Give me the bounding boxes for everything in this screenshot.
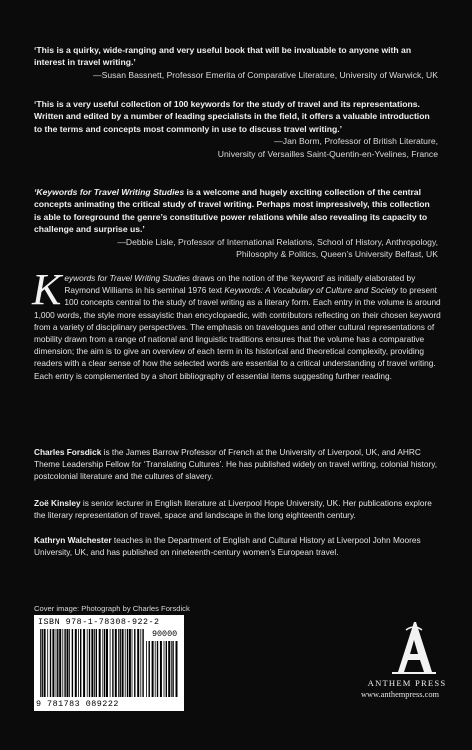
description-text-1: draws on the notion of the ‘keyword’ as initially elaborated by Raymond Williams in his seminal 1976 text [64, 273, 416, 296]
description-referenced-book: Keywords: A Vocabulary of Culture and Society [224, 285, 398, 296]
quote-book-title: ‘Keywords for Travel Writing Studies [34, 187, 185, 197]
description-title: eywords for Travel Writing Studies [64, 273, 191, 283]
quote-attribution-line2: Philosophy & Politics, Queen’s University Belfast, UK [236, 249, 438, 260]
description-text-2: to present 100 concepts central to the study of travel writing as a literary form. Each entry in the volume is around 1,000 words, the style more essayistic than encyclopaedic, with contributors reflecting on their chosen keyword from a variety of disciplinary perspectives. The emphasis on travelogues and other cultural representations of mobility drawn from a range of national and linguistic traditions ensures that the volume has a comparative dimension; the aim is to give an overview of each term in its historical and theoretical complexity, providing readers with a clear sense of how the selected words are essential to a critical understanding of travel writing. Each entry is complemented by a short bibliography of essential items suggesting further reading. [34, 285, 441, 381]
anthem-press-logo-icon [386, 620, 442, 676]
editor-bio-text: is the James Barrow Professor of French at the University of Liverpool, UK, and AHRC Theme Leadership Fellow for ‘Translating Cultures’. He has published widely on travel writing, colonial history, postcolonial literature and the cultures of slavery. [34, 447, 438, 482]
isbn-barcode [34, 615, 184, 711]
quote-text: ‘This is a very useful collection of 100 keywords for the study of travel and its representations. Written and edited by a number of leading specialists in the field, it offers a valuable introduction to the terms and concepts most commonly in use to discuss travel writing.’ [34, 99, 430, 134]
quote-text [34, 186, 438, 236]
price-code: 90000 [152, 629, 178, 639]
publisher-website: www.anthempress.com [360, 690, 440, 699]
editor-bio-2 [34, 497, 442, 521]
endorsement-quote-2 [34, 98, 438, 160]
quote-attribution-line2: University of Versailles Saint-Quentin-en-Yvelines, France [217, 148, 438, 159]
quote-attribution: —Susan Bassnett, Professor Emerita of Comparative Literature, University of Warwick, UK [93, 69, 438, 80]
publisher-name: ANTHEM PRESS [367, 678, 447, 688]
book-description [32, 265, 442, 382]
cover-image-credit: Cover image: Photograph by Charles Forsdick [34, 604, 190, 613]
editor-bio-text: teaches in the Department of English and Cultural History at Liverpool John Moores University, UK, and has published on nineteenth-century women’s European travel. [34, 535, 421, 558]
quote-attribution-line1: —Jan Borm, Professor of British Literature, [274, 136, 438, 147]
quote-body: is a welcome and hugely exciting collection of the central concepts animating the critical study of travel writing. Perhaps most impressively, this collection is able to foreground the genre’s constitutive power relations while also revealing its capacity to challenge and surprise us.’ [34, 187, 430, 235]
endorsement-quote-3 [34, 186, 438, 260]
editor-name: Charles Forsdick [34, 447, 102, 457]
ean-barcode-bars [40, 629, 144, 699]
editor-bio-3 [34, 534, 442, 558]
isbn-text: ISBN 978-1-78308-922-2 [38, 617, 160, 627]
drop-cap: K [32, 265, 62, 314]
price-barcode-bars [146, 641, 178, 699]
quote-text: ‘This is a quirky, wide-ranging and very useful book that will be invaluable to anyone with an interest in travel writing.’ [34, 45, 412, 68]
editor-name: Kathryn Walchester [34, 535, 112, 545]
endorsement-quote-1 [34, 44, 438, 81]
editor-bio-1 [34, 446, 442, 483]
quote-attribution-line1: —Debbie Lisle, Professor of International Relations, School of History, Anthropology, [117, 236, 438, 247]
editor-bio-text: is senior lecturer in English literature at Liverpool Hope University, UK. Her publications explore the literary representation of travel, space and landscape in the long eighteenth century. [34, 498, 432, 521]
editor-name: Zoë Kinsley [34, 498, 81, 508]
ean-digits: 9 781783 089222 [36, 699, 119, 709]
